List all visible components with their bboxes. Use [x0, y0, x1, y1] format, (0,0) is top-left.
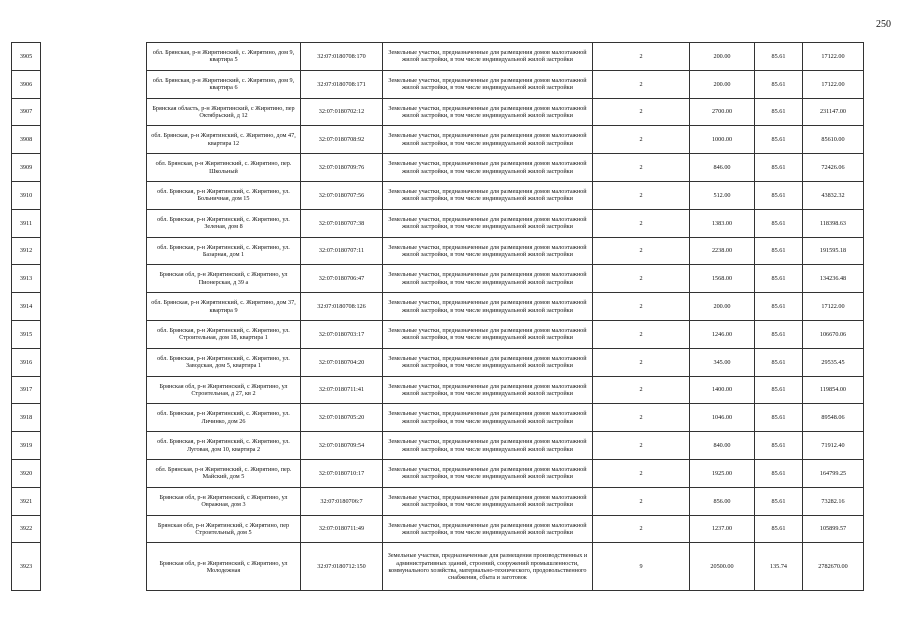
spacer-cell — [41, 320, 147, 348]
group-code-cell: 2 — [593, 70, 690, 98]
cadastral-value-cell: 17122.00 — [803, 43, 864, 71]
area-cell: 20500.00 — [690, 543, 755, 591]
area-cell: 1246.00 — [690, 320, 755, 348]
land-use-cell: Земельные участки, предназначенные для размещения домов малоэтажной жилой застройки, в том числе индивидуальной жилой застройки — [383, 154, 593, 182]
area-cell: 846.00 — [690, 154, 755, 182]
specific-value-cell: 85.61 — [755, 209, 803, 237]
address-cell: Брянская обл, р-н Жирятинский, с Жирятино, ул Строительная, д 27, кв 2 — [147, 376, 301, 404]
spacer-cell — [41, 515, 147, 543]
land-use-cell: Земельные участки, предназначенные для размещения домов малоэтажной жилой застройки, в том числе индивидуальной жилой застройки — [383, 320, 593, 348]
spacer-cell — [41, 487, 147, 515]
cadastral-number-cell: 32:07:0180709:54 — [301, 432, 383, 460]
land-use-cell: Земельные участки, предназначенные для размещения домов малоэтажной жилой застройки, в том числе индивидуальной жилой застройки — [383, 515, 593, 543]
land-use-cell: Земельные участки, предназначенные для размещения домов малоэтажной жилой застройки, в том числе индивидуальной жилой застройки — [383, 404, 593, 432]
row-number: 3905 — [12, 43, 41, 71]
spacer-cell — [41, 543, 147, 591]
cadastral-value-cell: 43832.32 — [803, 181, 864, 209]
address-cell: обл. Брянская, р-н Жирятинский, с. Жирятино, ул. Заводская, дом 5, квартира 1 — [147, 348, 301, 376]
cadastral-number-cell: 32:07:0180710:17 — [301, 459, 383, 487]
specific-value-cell: 85.61 — [755, 265, 803, 293]
cadastral-number-cell: 32:07:0180708:92 — [301, 126, 383, 154]
cadastral-value-cell: 134236.48 — [803, 265, 864, 293]
table-row — [12, 459, 864, 487]
cadastral-number-cell: 32:07:0180706:47 — [301, 265, 383, 293]
group-code-cell: 2 — [593, 237, 690, 265]
specific-value-cell: 85.61 — [755, 404, 803, 432]
cadastral-value-cell: 106670.06 — [803, 320, 864, 348]
table-row — [12, 487, 864, 515]
specific-value-cell: 85.61 — [755, 515, 803, 543]
area-cell: 1000.00 — [690, 126, 755, 154]
spacer-cell — [41, 432, 147, 460]
cadastral-value-cell: 17122.00 — [803, 293, 864, 321]
cadastral-value-cell: 89548.06 — [803, 404, 864, 432]
cadastral-value-cell: 29535.45 — [803, 348, 864, 376]
cadastral-value-cell: 118398.63 — [803, 209, 864, 237]
spacer-cell — [41, 293, 147, 321]
group-code-cell: 2 — [593, 181, 690, 209]
cadastral-number-cell: 32:07:0180705:20 — [301, 404, 383, 432]
table-row — [12, 43, 864, 71]
address-cell: обл. Брянская, р-н Жирятинский, с. Жирятино, ул. Базарная, дом 1 — [147, 237, 301, 265]
area-cell: 200.00 — [690, 43, 755, 71]
row-number: 3917 — [12, 376, 41, 404]
cadastral-number-cell: 32:07:0180706:7 — [301, 487, 383, 515]
area-cell: 2700.00 — [690, 98, 755, 126]
cadastral-number-cell: 32:07:0180711:41 — [301, 376, 383, 404]
row-number: 3907 — [12, 98, 41, 126]
table-row — [12, 98, 864, 126]
cadastral-number-cell: 32:07:0180708:126 — [301, 293, 383, 321]
land-use-cell: Земельные участки, предназначенные для размещения домов малоэтажной жилой застройки, в том числе индивидуальной жилой застройки — [383, 487, 593, 515]
land-use-cell: Земельные участки, предназначенные для размещения домов малоэтажной жилой застройки, в том числе индивидуальной жилой застройки — [383, 459, 593, 487]
page-number: 250 — [876, 19, 891, 30]
group-code-cell: 2 — [593, 209, 690, 237]
land-use-cell: Земельные участки, предназначенные для размещения домов малоэтажной жилой застройки, в том числе индивидуальной жилой застройки — [383, 376, 593, 404]
row-number: 3921 — [12, 487, 41, 515]
area-cell: 1568.00 — [690, 265, 755, 293]
row-number: 3910 — [12, 181, 41, 209]
area-cell: 1237.00 — [690, 515, 755, 543]
land-use-cell: Земельные участки, предназначенные для размещения домов малоэтажной жилой застройки, в том числе индивидуальной жилой застройки — [383, 432, 593, 460]
address-cell: Брянская область, р-н Жирятинский, с Жирятино, пер Октябрьский, д 12 — [147, 98, 301, 126]
land-use-cell: Земельные участки, предназначенные для размещения домов малоэтажной жилой застройки, в том числе индивидуальной жилой застройки — [383, 70, 593, 98]
table-row — [12, 181, 864, 209]
spacer-cell — [41, 154, 147, 182]
land-use-cell: Земельные участки, предназначенные для размещения домов малоэтажной жилой застройки, в том числе индивидуальной жилой застройки — [383, 126, 593, 154]
area-cell: 200.00 — [690, 70, 755, 98]
group-code-cell: 2 — [593, 98, 690, 126]
table-row — [12, 237, 864, 265]
row-number: 3909 — [12, 154, 41, 182]
group-code-cell: 2 — [593, 376, 690, 404]
specific-value-cell: 85.61 — [755, 70, 803, 98]
specific-value-cell: 85.61 — [755, 43, 803, 71]
spacer-cell — [41, 126, 147, 154]
address-cell: обл. Брянская, р-н Жирятинский, с. Жирятино, дом 47, квартира 12 — [147, 126, 301, 154]
spacer-cell — [41, 98, 147, 126]
land-use-cell: Земельные участки, предназначенные для размещения домов малоэтажной жилой застройки, в том числе индивидуальной жилой застройки — [383, 265, 593, 293]
group-code-cell: 2 — [593, 515, 690, 543]
cadastral-number-cell: 32:07:0180711:49 — [301, 515, 383, 543]
address-cell: Брянская обл, р-н Жирятинский, с Жирятино, ул Пионерская, д 39 а — [147, 265, 301, 293]
area-cell: 2238.00 — [690, 237, 755, 265]
row-number: 3906 — [12, 70, 41, 98]
table-row — [12, 376, 864, 404]
row-number: 3922 — [12, 515, 41, 543]
specific-value-cell: 85.61 — [755, 432, 803, 460]
specific-value-cell: 85.61 — [755, 487, 803, 515]
address-cell: обл. Брянская, р-н Жирятинский, с. Жирятино, ул. Больничная, дом 15 — [147, 181, 301, 209]
area-cell: 1046.00 — [690, 404, 755, 432]
group-code-cell: 2 — [593, 432, 690, 460]
cadastral-value-table — [11, 42, 864, 591]
spacer-cell — [41, 209, 147, 237]
spacer-cell — [41, 376, 147, 404]
land-use-cell: Земельные участки, предназначенные для размещения домов малоэтажной жилой застройки, в том числе индивидуальной жилой застройки — [383, 181, 593, 209]
specific-value-cell: 85.61 — [755, 237, 803, 265]
address-cell: Брянская обл, р-н Жирятинский, с Жирятино, пер Строительный, дом 5 — [147, 515, 301, 543]
group-code-cell: 2 — [593, 126, 690, 154]
specific-value-cell: 85.61 — [755, 459, 803, 487]
table-row — [12, 209, 864, 237]
cadastral-value-cell: 105899.57 — [803, 515, 864, 543]
cadastral-number-cell: 32:07:0180708:170 — [301, 43, 383, 71]
address-cell: обл. Брянская, р-н Жирятинский, с. Жирятино, ул. Строительная, дом 18, квартира 1 — [147, 320, 301, 348]
table-row — [12, 154, 864, 182]
specific-value-cell: 85.61 — [755, 154, 803, 182]
cadastral-value-cell: 191595.18 — [803, 237, 864, 265]
cadastral-number-cell: 32:07:0180709:76 — [301, 154, 383, 182]
cadastral-number-cell: 32:07:0180703:17 — [301, 320, 383, 348]
table-row — [12, 320, 864, 348]
address-cell: обл. Брянская, р-н Жирятинский, с. Жирятино, дом 37, квартира 9 — [147, 293, 301, 321]
row-number: 3920 — [12, 459, 41, 487]
area-cell: 345.00 — [690, 348, 755, 376]
spacer-cell — [41, 404, 147, 432]
address-cell: обл. Брянская, р-н Жирятинский, с. Жирятино, дом 9, квартира 5 — [147, 43, 301, 71]
cadastral-value-cell: 119854.00 — [803, 376, 864, 404]
address-cell: Брянская обл, р-н Жирятинский, с Жирятино, ул Овражная, дом 3 — [147, 487, 301, 515]
land-use-cell: Земельные участки, предназначенные для размещения домов малоэтажной жилой застройки, в том числе индивидуальной жилой застройки — [383, 237, 593, 265]
cadastral-number-cell: 32:07:0180712:150 — [301, 543, 383, 591]
area-cell: 1383.00 — [690, 209, 755, 237]
address-cell: обл. Брянская, р-н Жирятинский, с. Жирятино, пер. Школьный — [147, 154, 301, 182]
table-row — [12, 70, 864, 98]
specific-value-cell: 85.61 — [755, 348, 803, 376]
group-code-cell: 2 — [593, 43, 690, 71]
specific-value-cell: 85.61 — [755, 181, 803, 209]
land-use-cell: Земельные участки, предназначенные для размещения домов малоэтажной жилой застройки, в том числе индивидуальной жилой застройки — [383, 98, 593, 126]
table-body — [12, 43, 864, 591]
cadastral-value-cell: 17122.00 — [803, 70, 864, 98]
area-cell: 840.00 — [690, 432, 755, 460]
specific-value-cell: 85.61 — [755, 376, 803, 404]
group-code-cell: 2 — [593, 293, 690, 321]
group-code-cell: 2 — [593, 320, 690, 348]
specific-value-cell: 85.61 — [755, 98, 803, 126]
group-code-cell: 2 — [593, 487, 690, 515]
row-number: 3923 — [12, 543, 41, 591]
address-cell: обл. Брянская, р-н Жирятинский, с. Жирятино, ул. Личинко, дом 26 — [147, 404, 301, 432]
row-number: 3908 — [12, 126, 41, 154]
row-number: 3912 — [12, 237, 41, 265]
spacer-cell — [41, 43, 147, 71]
table-row — [12, 293, 864, 321]
table-row — [12, 404, 864, 432]
group-code-cell: 2 — [593, 348, 690, 376]
row-number: 3916 — [12, 348, 41, 376]
table-row — [12, 515, 864, 543]
address-cell: обл. Брянская, р-н Жирятинский, с. Жирятино, ул. Луговая, дом 10, квартира 2 — [147, 432, 301, 460]
cadastral-number-cell: 32:07:0180707:38 — [301, 209, 383, 237]
spacer-cell — [41, 237, 147, 265]
land-use-cell: Земельные участки, предназначенные для размещения домов малоэтажной жилой застройки, в том числе индивидуальной жилой застройки — [383, 209, 593, 237]
cadastral-value-cell: 2782670.00 — [803, 543, 864, 591]
specific-value-cell: 85.61 — [755, 293, 803, 321]
cadastral-number-cell: 32:07:0180707:11 — [301, 237, 383, 265]
spacer-cell — [41, 348, 147, 376]
cadastral-value-cell: 71912.40 — [803, 432, 864, 460]
spacer-cell — [41, 265, 147, 293]
address-cell: обл. Брянская, р-н Жирятинский, с. Жирятино, пер. Майский, дом 5 — [147, 459, 301, 487]
table-row — [12, 432, 864, 460]
address-cell: обл. Брянская, р-н Жирятинский, с. Жирятино, дом 9, квартира 6 — [147, 70, 301, 98]
table-row — [12, 126, 864, 154]
row-number: 3919 — [12, 432, 41, 460]
group-code-cell: 2 — [593, 154, 690, 182]
group-code-cell: 2 — [593, 265, 690, 293]
cadastral-number-cell: 32:07:0180704:20 — [301, 348, 383, 376]
cadastral-number-cell: 32:07:0180708:171 — [301, 70, 383, 98]
row-number: 3913 — [12, 265, 41, 293]
address-cell: обл. Брянская, р-н Жирятинский, с. Жирятино, ул. Зеленая, дом 8 — [147, 209, 301, 237]
spacer-cell — [41, 459, 147, 487]
row-number: 3918 — [12, 404, 41, 432]
cadastral-value-cell: 231147.00 — [803, 98, 864, 126]
area-cell: 200.00 — [690, 293, 755, 321]
spacer-cell — [41, 181, 147, 209]
land-use-cell: Земельные участки, предназначенные для размещения домов малоэтажной жилой застройки, в том числе индивидуальной жилой застройки — [383, 293, 593, 321]
group-code-cell: 2 — [593, 404, 690, 432]
row-number: 3914 — [12, 293, 41, 321]
specific-value-cell: 135.74 — [755, 543, 803, 591]
cadastral-number-cell: 32:07:0180702:12 — [301, 98, 383, 126]
table-row — [12, 265, 864, 293]
table-row — [12, 348, 864, 376]
area-cell: 1400.00 — [690, 376, 755, 404]
table-row — [12, 543, 864, 591]
land-use-cell: Земельные участки, предназначенные для размещения домов малоэтажной жилой застройки, в том числе индивидуальной жилой застройки — [383, 43, 593, 71]
specific-value-cell: 85.61 — [755, 126, 803, 154]
group-code-cell: 2 — [593, 459, 690, 487]
area-cell: 856.00 — [690, 487, 755, 515]
spacer-cell — [41, 70, 147, 98]
row-number: 3915 — [12, 320, 41, 348]
cadastral-value-cell: 72426.06 — [803, 154, 864, 182]
address-cell: Брянская обл, р-н Жирятинский, с Жирятино, ул Молодежная — [147, 543, 301, 591]
cadastral-value-cell: 73282.16 — [803, 487, 864, 515]
area-cell: 1925.00 — [690, 459, 755, 487]
cadastral-value-cell: 164799.25 — [803, 459, 864, 487]
row-number: 3911 — [12, 209, 41, 237]
cadastral-number-cell: 32:07:0180707:56 — [301, 181, 383, 209]
specific-value-cell: 85.61 — [755, 320, 803, 348]
group-code-cell: 9 — [593, 543, 690, 591]
cadastral-value-cell: 85610.00 — [803, 126, 864, 154]
area-cell: 512.00 — [690, 181, 755, 209]
land-use-cell: Земельные участки, предназначенные для размещения домов малоэтажной жилой застройки, в том числе индивидуальной жилой застройки — [383, 348, 593, 376]
land-use-cell: Земельные участки, предназначенные для размещения производственных и административных зданий, строений, сооружений промышленности, коммунального хозяйства, материально-технического, продовольственного снабжения, сбыта и заготовок — [383, 543, 593, 591]
